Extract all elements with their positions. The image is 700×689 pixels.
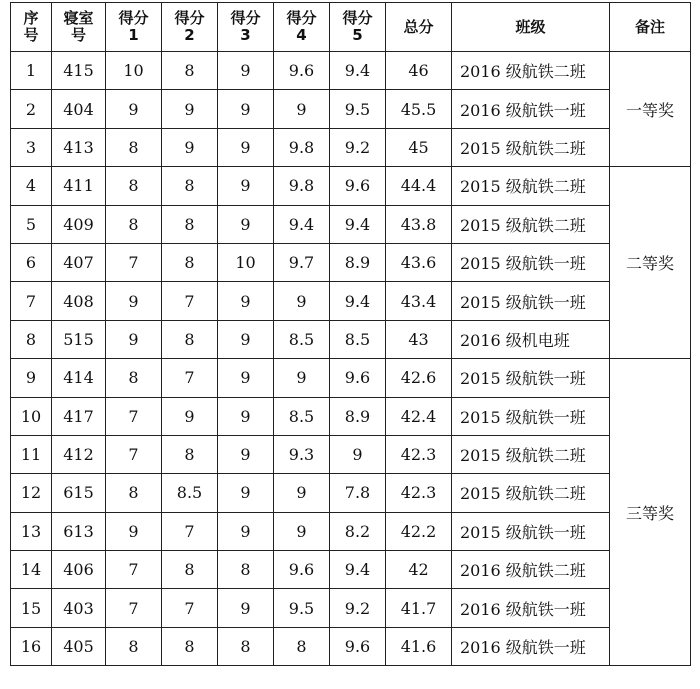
score-3-cell: 9 — [218, 320, 274, 358]
total-cell: 43.8 — [386, 205, 452, 243]
table-body — [11, 52, 691, 666]
seq-cell: 5 — [11, 205, 52, 243]
score-4-cell: 9.8 — [274, 167, 330, 205]
score-2-cell: 8 — [162, 627, 218, 665]
table-row — [11, 282, 691, 320]
score-5-cell: 9.6 — [330, 627, 386, 665]
score-2-cell: 8 — [162, 320, 218, 358]
total-cell: 42.3 — [386, 435, 452, 473]
header-score-3 — [218, 3, 274, 52]
score-4-cell: 9 — [274, 512, 330, 550]
score-5-cell: 9.6 — [330, 359, 386, 397]
table-row — [11, 589, 691, 627]
score-2-cell: 7 — [162, 512, 218, 550]
score-3-cell: 9 — [218, 474, 274, 512]
table-row — [11, 627, 691, 665]
table-row — [11, 243, 691, 281]
header-room-line2: 号 — [70, 26, 86, 44]
seq-cell: 9 — [11, 359, 52, 397]
header-class: 班级 — [452, 3, 610, 52]
score-5-cell: 9.5 — [330, 90, 386, 128]
seq-cell: 8 — [11, 320, 52, 358]
total-cell: 43.6 — [386, 243, 452, 281]
seq-cell: 14 — [11, 551, 52, 589]
score-2-cell: 9 — [162, 397, 218, 435]
score-2-cell: 8.5 — [162, 474, 218, 512]
score-3-cell: 9 — [218, 128, 274, 166]
score-5-cell: 9.2 — [330, 589, 386, 627]
class-cell: 2016 级机电班 — [452, 320, 610, 358]
header-score-3-line2: 3 — [240, 26, 251, 44]
room-cell: 404 — [52, 90, 106, 128]
header-score-1 — [106, 3, 162, 52]
table-row — [11, 397, 691, 435]
header-seq-line2: 号 — [23, 26, 39, 44]
room-cell: 408 — [52, 282, 106, 320]
score-3-cell: 9 — [218, 359, 274, 397]
total-cell: 43.4 — [386, 282, 452, 320]
header-remark: 备注 — [610, 3, 691, 52]
class-cell: 2015 级航铁一班 — [452, 512, 610, 550]
header-score-2-line1: 得分 — [174, 9, 205, 27]
class-cell: 2016 级航铁二班 — [452, 551, 610, 589]
seq-cell: 6 — [11, 243, 52, 281]
score-4-cell: 9 — [274, 282, 330, 320]
class-cell: 2016 级航铁一班 — [452, 627, 610, 665]
class-cell: 2016 级航铁一班 — [452, 589, 610, 627]
total-cell: 45 — [386, 128, 452, 166]
score-1-cell: 9 — [106, 282, 162, 320]
score-5-cell: 8.2 — [330, 512, 386, 550]
header-score-5-line1: 得分 — [342, 9, 373, 27]
room-cell: 515 — [52, 320, 106, 358]
score-2-cell: 7 — [162, 282, 218, 320]
score-4-cell: 8 — [274, 627, 330, 665]
header-score-5 — [330, 3, 386, 52]
score-2-cell: 8 — [162, 167, 218, 205]
dorm-score-table — [10, 2, 691, 666]
score-3-cell: 10 — [218, 243, 274, 281]
class-cell: 2016 级航铁二班 — [452, 52, 610, 90]
score-4-cell: 9 — [274, 359, 330, 397]
seq-cell: 3 — [11, 128, 52, 166]
score-3-cell: 9 — [218, 205, 274, 243]
score-1-cell: 9 — [106, 512, 162, 550]
room-cell: 413 — [52, 128, 106, 166]
header-score-2 — [162, 3, 218, 52]
score-3-cell: 8 — [218, 627, 274, 665]
score-5-cell: 9.4 — [330, 52, 386, 90]
room-cell: 417 — [52, 397, 106, 435]
score-2-cell: 8 — [162, 52, 218, 90]
score-4-cell: 9.3 — [274, 435, 330, 473]
score-4-cell: 9.7 — [274, 243, 330, 281]
table-row — [11, 474, 691, 512]
score-1-cell: 9 — [106, 320, 162, 358]
seq-cell: 10 — [11, 397, 52, 435]
seq-cell: 2 — [11, 90, 52, 128]
score-5-cell: 7.8 — [330, 474, 386, 512]
total-cell: 41.7 — [386, 589, 452, 627]
room-cell: 407 — [52, 243, 106, 281]
score-5-cell: 8.5 — [330, 320, 386, 358]
class-cell: 2016 级航铁一班 — [452, 90, 610, 128]
seq-cell: 15 — [11, 589, 52, 627]
header-score-1-line2: 1 — [128, 26, 139, 44]
remark-cell: 三等奖 — [610, 359, 691, 666]
room-cell: 406 — [52, 551, 106, 589]
total-cell: 42.3 — [386, 474, 452, 512]
score-2-cell: 7 — [162, 359, 218, 397]
score-4-cell: 9.6 — [274, 52, 330, 90]
header-room-line1: 寝室 — [63, 9, 94, 27]
score-4-cell: 8.5 — [274, 397, 330, 435]
header-score-3-line1: 得分 — [230, 9, 261, 27]
score-3-cell: 8 — [218, 551, 274, 589]
total-cell: 42.2 — [386, 512, 452, 550]
score-3-cell: 9 — [218, 282, 274, 320]
class-cell: 2015 级航铁二班 — [452, 474, 610, 512]
remark-cell: 一等奖 — [610, 52, 691, 167]
seq-cell: 7 — [11, 282, 52, 320]
score-1-cell: 8 — [106, 474, 162, 512]
score-2-cell: 9 — [162, 90, 218, 128]
room-cell: 613 — [52, 512, 106, 550]
score-5-cell: 8.9 — [330, 243, 386, 281]
table-row — [11, 320, 691, 358]
score-1-cell: 8 — [106, 205, 162, 243]
score-3-cell: 9 — [218, 52, 274, 90]
table-row — [11, 167, 691, 205]
score-3-cell: 9 — [218, 435, 274, 473]
total-cell: 45.5 — [386, 90, 452, 128]
score-3-cell: 9 — [218, 512, 274, 550]
score-3-cell: 9 — [218, 90, 274, 128]
score-4-cell: 8.5 — [274, 320, 330, 358]
class-cell: 2015 级航铁一班 — [452, 243, 610, 281]
score-5-cell: 8.9 — [330, 397, 386, 435]
class-cell: 2015 级航铁一班 — [452, 397, 610, 435]
remark-cell: 二等奖 — [610, 167, 691, 359]
score-1-cell: 8 — [106, 359, 162, 397]
score-5-cell: 9.4 — [330, 551, 386, 589]
score-5-cell: 9.4 — [330, 205, 386, 243]
header-total: 总分 — [386, 3, 452, 52]
seq-cell: 11 — [11, 435, 52, 473]
score-1-cell: 7 — [106, 243, 162, 281]
room-cell: 615 — [52, 474, 106, 512]
score-2-cell: 8 — [162, 243, 218, 281]
header-score-4-line1: 得分 — [286, 9, 317, 27]
score-5-cell: 9.6 — [330, 167, 386, 205]
score-1-cell: 8 — [106, 167, 162, 205]
score-1-cell: 7 — [106, 551, 162, 589]
seq-cell: 12 — [11, 474, 52, 512]
total-cell: 44.4 — [386, 167, 452, 205]
table-row — [11, 512, 691, 550]
score-1-cell: 7 — [106, 589, 162, 627]
score-3-cell: 9 — [218, 397, 274, 435]
room-cell: 403 — [52, 589, 106, 627]
total-cell: 42.4 — [386, 397, 452, 435]
room-cell: 412 — [52, 435, 106, 473]
score-2-cell: 8 — [162, 551, 218, 589]
table-row — [11, 52, 691, 90]
header-seq-line1: 序 — [23, 9, 39, 27]
score-4-cell: 9.6 — [274, 551, 330, 589]
score-2-cell: 9 — [162, 128, 218, 166]
class-cell: 2015 级航铁二班 — [452, 167, 610, 205]
header-score-4-line2: 4 — [296, 26, 307, 44]
total-cell: 46 — [386, 52, 452, 90]
header-room — [52, 3, 106, 52]
total-cell: 43 — [386, 320, 452, 358]
table-row — [11, 359, 691, 397]
table-row — [11, 90, 691, 128]
seq-cell: 13 — [11, 512, 52, 550]
seq-cell: 16 — [11, 627, 52, 665]
score-5-cell: 9.2 — [330, 128, 386, 166]
room-cell: 415 — [52, 52, 106, 90]
class-cell: 2015 级航铁一班 — [452, 282, 610, 320]
score-1-cell: 8 — [106, 128, 162, 166]
table-row — [11, 551, 691, 589]
total-cell: 42 — [386, 551, 452, 589]
seq-cell: 1 — [11, 52, 52, 90]
table-row — [11, 205, 691, 243]
room-cell: 405 — [52, 627, 106, 665]
score-4-cell: 9.8 — [274, 128, 330, 166]
class-cell: 2015 级航铁二班 — [452, 435, 610, 473]
score-4-cell: 9 — [274, 474, 330, 512]
room-cell: 414 — [52, 359, 106, 397]
score-1-cell: 9 — [106, 90, 162, 128]
total-cell: 42.6 — [386, 359, 452, 397]
score-4-cell: 9.5 — [274, 589, 330, 627]
score-5-cell: 9 — [330, 435, 386, 473]
score-2-cell: 8 — [162, 435, 218, 473]
header-score-5-line2: 5 — [352, 26, 363, 44]
class-cell: 2015 级航铁一班 — [452, 359, 610, 397]
header-row — [11, 3, 691, 52]
score-1-cell: 10 — [106, 52, 162, 90]
score-4-cell: 9.4 — [274, 205, 330, 243]
room-cell: 409 — [52, 205, 106, 243]
class-cell: 2015 级航铁二班 — [452, 128, 610, 166]
table-row — [11, 128, 691, 166]
header-score-1-line1: 得分 — [118, 9, 149, 27]
score-1-cell: 8 — [106, 627, 162, 665]
score-1-cell: 7 — [106, 435, 162, 473]
class-cell: 2015 级航铁二班 — [452, 205, 610, 243]
header-score-2-line2: 2 — [184, 26, 195, 44]
table-row — [11, 435, 691, 473]
seq-cell: 4 — [11, 167, 52, 205]
score-3-cell: 9 — [218, 589, 274, 627]
score-3-cell: 9 — [218, 167, 274, 205]
total-cell: 41.6 — [386, 627, 452, 665]
score-2-cell: 8 — [162, 205, 218, 243]
header-score-4 — [274, 3, 330, 52]
score-1-cell: 7 — [106, 397, 162, 435]
score-4-cell: 9 — [274, 90, 330, 128]
score-5-cell: 9.4 — [330, 282, 386, 320]
score-2-cell: 7 — [162, 589, 218, 627]
header-seq — [11, 3, 52, 52]
room-cell: 411 — [52, 167, 106, 205]
